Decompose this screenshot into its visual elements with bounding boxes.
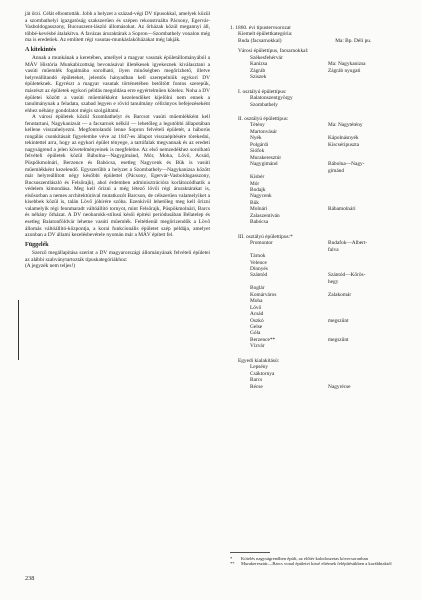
series-title: 1. 1860. évi típustervsorozat bbox=[230, 25, 291, 31]
station-name: Tárnok bbox=[250, 253, 266, 260]
kiemelt-current-name: Ma: Bp. Déli pu. bbox=[335, 37, 372, 44]
station-name: Szántód bbox=[250, 272, 268, 279]
station-current-name: Kápolnásnyék bbox=[328, 135, 359, 142]
category-2-station-list bbox=[230, 122, 400, 225]
kiemelt-row bbox=[230, 38, 400, 44]
body-paragraph-1: Annak a munkának a keretében, amellyel a magyar vasutak épületállományából a MÁV História Munkabizottság bevonásával illetékesek igyekeznek kiválasztani a vasúti műemlék fogalmába sorolható, ilyen minőségben megőrizhető, illetve helyreállítandó épületeket, jelentős hányadban kell szerepelniük egykori DV épületeknek. Egyrészt a magyar vasutak történetében betöltött fontos szerepük, másrészt az épületek egykori példás megoldása erre egyértelműen kötelez. Noha a DV épületei között a vasúti műemlékként kezelendőket kijelölni nem ennek a tanulmánynak a feladata, szabad legyen e rövid tanulmány célirányos befejezéseként ehhez néhány gondolatot mégis szolgáltatni. bbox=[25, 55, 210, 114]
station-name: Siófok bbox=[250, 148, 265, 155]
appendix-paragraph: Szerző megállapítása szerint a DV magyarországi állományának felvételi épületei az alábbi szabványtartozták típuskategóriákhoz: bbox=[25, 250, 210, 263]
station-row bbox=[250, 102, 400, 108]
station-name: Zágráb bbox=[250, 67, 266, 74]
station-name: Gelse bbox=[250, 324, 263, 331]
station-row bbox=[250, 384, 400, 390]
station-name: Bodajk bbox=[250, 186, 266, 193]
varosi-label: Városi épülettípus, facsarnokkal: bbox=[238, 48, 309, 55]
station-current-name: Szántód—Kőrös- bbox=[328, 272, 366, 279]
station-current-name bbox=[328, 219, 400, 225]
station-name: Kisbér bbox=[250, 174, 265, 181]
category-1-station-list bbox=[230, 95, 400, 108]
station-name: Kanizsa bbox=[250, 61, 268, 68]
category-3-label: III. osztályú épülettípus:* bbox=[238, 233, 293, 240]
station-row bbox=[250, 219, 400, 225]
station-current-name bbox=[328, 102, 400, 108]
station-name: Babócsa bbox=[250, 219, 269, 226]
footnote-1-text: Kötelés nagyságrendben épült, az előtér kalodoszetas kövecsoronban bbox=[241, 556, 368, 561]
station-name: Promontor bbox=[250, 240, 273, 247]
category-3-station-list bbox=[230, 240, 400, 350]
section-heading-kitekintes: A kitekintés bbox=[25, 46, 56, 53]
station-current-name: Nagyrécse bbox=[328, 383, 351, 390]
station-name: Polgárdi bbox=[250, 141, 269, 148]
station-current-name: Ma: Nagykanizsa bbox=[328, 61, 366, 68]
margin-mark bbox=[18, 300, 19, 360]
station-name: Moha bbox=[250, 298, 263, 305]
station-name: Barcs bbox=[250, 377, 263, 384]
footnote-2-mark: ** bbox=[230, 561, 235, 567]
intro-paragraph: ját őrzi. Célát elbontották. Jobb a helyzet a század-végi DV típusokkal, amelyek közül a szombathelyi igazgatóság szakszerűen és szépen rekonstruálta Pácsony, Egervár-Vasboldogasszony, Bucsuszent-lászló állomásokat. Az őrházak közül megannyi áll, többé-kevésbé átalakítva. A favázas áruraktárak a Sopron—Szombathely vonalon még ma is eredetiek. Az említett régi vasutas-munkáslakóházakat még lakják. bbox=[25, 11, 210, 44]
station-name: Murakeresztúr bbox=[250, 154, 282, 161]
station-name: Nagycenk bbox=[250, 193, 272, 200]
station-current-name: Kiscséripuszta bbox=[328, 141, 360, 148]
station-name: Acsád bbox=[250, 311, 264, 318]
station-name: Molnári bbox=[250, 206, 268, 213]
kiemelt-label: Kiemelt épülettkategória: bbox=[238, 31, 293, 38]
station-name: Bük bbox=[250, 199, 259, 206]
station-name: Récse bbox=[250, 383, 263, 390]
right-column bbox=[230, 25, 400, 390]
body-paragraph-2: A városi épületek közül Szombathelyt és Barcsot vasúti műemlékként kell fenntartani, Nagykanizsát — a facsarnok nélkül — lehetőleg a legutóbbi állapotában kellene visszahelyezni. Megfontolandó lenne Sopron felvételi épületét, a háborús rongálás csonkításait figyelembe véve az 1847-es állapot visszaépítésére törekedni, tekintettel arra, hogy az egykori épület tényege, a tartófalak megvannak és az eredeti nagyságrend a jelen követelményeinek is megfelelne. Az első nemzedékhez sorolható felvételi épületek közül Bábolna—Nagygimánd, Mór, Moha, Lövő, Acsád, Püspökmolnári, Berzence és Babócsa, esetleg Nagycenk és Bük is vasúti műemlékként kezelendő. Egyszerűbb a helyzet a Szombathely—Nagykanizsa között már helyreállított négy későbbi épülettel (Pácsony, Egervár-Vasboldogasszony, Bucsuszentlászló és Felsőrajk), ahol érdemben adminisztrációra korlátozódhatik a védelem kimondása. Meg kell őrizni a még létező lövői régi áruraktárakat is, elsősorban a nemes architektúrával mutatkozót Barcson, de célszerűen valamelyiket a kisebbek közül is, talán Lövő jóhírére szóba. Ezenkívül lehetőleg meg kell őrizni valamelyik régi fennmaradt váltóállító tornyot, mint Felsőrajk, Püspökmolnári, Barcs és néhány őrházat. A DV neobarokk-stílusú késői épitési periódusában Bélatelep és esetleg Balatonföldvár lehetne vasúti műemlék. Feltétlenül megőrizendők a Lövő állomás váltóállító-központja, a korai funkcionális épületet szép példája, amelyet azonban a DV állami kezelésbevétele nyomán már a MÁV épített fel. bbox=[25, 114, 210, 239]
page-number: 238 bbox=[25, 575, 35, 582]
station-name: Velence bbox=[250, 259, 267, 266]
station-row bbox=[250, 343, 400, 349]
station-name: Sziszek bbox=[250, 74, 267, 81]
station-name: Zalaszentiván bbox=[250, 212, 280, 219]
station-current-name: Rábamolnári bbox=[328, 206, 356, 213]
station-name: Lövő bbox=[250, 304, 262, 311]
egyedi-label: Egyedi kialakítású: bbox=[238, 357, 280, 364]
station-name: Szombathely bbox=[250, 101, 278, 108]
station-current-name: Zágráb nyugati bbox=[328, 67, 361, 74]
station-current-name: gimánd bbox=[328, 167, 345, 174]
station-name: Mór bbox=[250, 180, 260, 187]
category-1-label: I. osztályú épülettípus: bbox=[238, 88, 287, 95]
station-name: Komárváros bbox=[250, 291, 277, 298]
egyedi-station-list bbox=[230, 364, 400, 390]
station-name: Tétény bbox=[250, 122, 265, 129]
station-current-name: megszűnt bbox=[328, 336, 349, 343]
station-current-name: falva bbox=[328, 246, 339, 253]
station-current-name: Ma: Nagytétény bbox=[328, 122, 363, 129]
footnotes bbox=[230, 556, 405, 567]
left-column bbox=[25, 11, 210, 270]
appendix-note: (A jegyzék nem teljes!) bbox=[25, 263, 76, 270]
station-current-name: Zalakomár bbox=[328, 291, 352, 298]
station-name: Nagygimánd bbox=[250, 161, 278, 168]
station-name: Martonvásár bbox=[250, 128, 278, 135]
station-name: Lepsény bbox=[250, 364, 269, 371]
section-heading-fuggelek: Függelék bbox=[25, 241, 49, 248]
station-name: Vízvár bbox=[250, 343, 265, 350]
station-name: Góla bbox=[250, 330, 261, 337]
station-row bbox=[250, 74, 400, 80]
footnote-2 bbox=[230, 561, 405, 566]
kiemelt-station: Buda (facsarnokkal) bbox=[238, 37, 282, 44]
station-current-name: Bábolna—Nagy- bbox=[328, 161, 365, 168]
station-name: Balatonszentgyörgy bbox=[250, 95, 293, 102]
station-name: Csáktornya bbox=[250, 370, 275, 377]
category-2-label: II. osztályú épülettípus: bbox=[238, 115, 289, 122]
station-name: Nyék bbox=[250, 135, 262, 142]
station-current-name bbox=[328, 343, 400, 349]
varosi-station-list bbox=[230, 55, 400, 81]
station-name: Dinnyés bbox=[250, 265, 268, 272]
station-name: Székesfehérvár bbox=[250, 54, 283, 61]
station-name: Berzence** bbox=[250, 336, 276, 343]
footnote-2-text: Murakeresztúr—Barcs vonal épületei kissé eltérnek felépítésükben a korábbiaktól bbox=[241, 561, 392, 567]
station-name: Oszkó bbox=[250, 317, 264, 324]
station-current-name bbox=[328, 74, 400, 80]
station-current-name: megszűnt bbox=[328, 317, 349, 324]
footnote-1-mark: * bbox=[230, 556, 233, 561]
station-name: Boglár bbox=[250, 285, 265, 292]
footnote-rule bbox=[230, 552, 270, 553]
station-current-name: Budafok—Albert- bbox=[328, 240, 368, 247]
station-current-name: hegy bbox=[328, 278, 339, 285]
